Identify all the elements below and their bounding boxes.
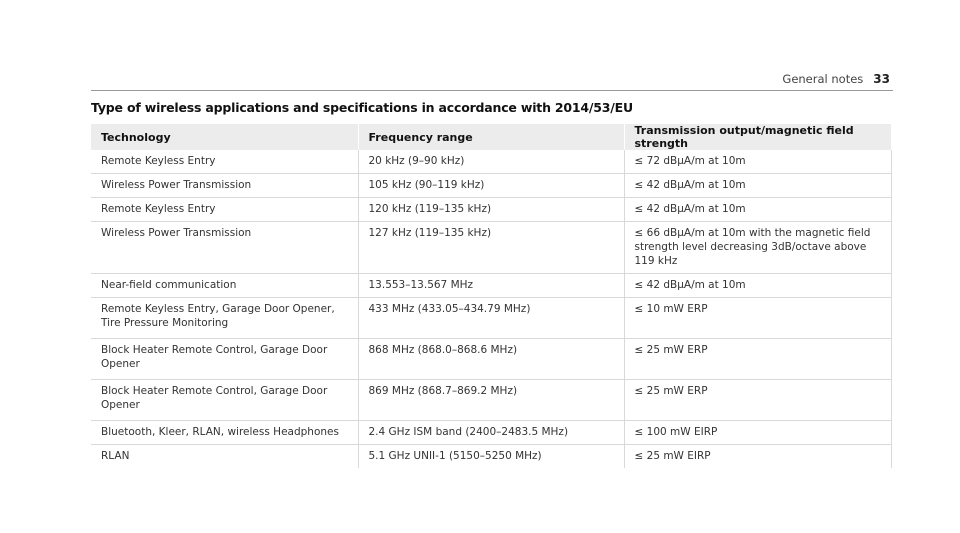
wireless-spec-table xyxy=(91,124,892,468)
cell-technology: Remote Keyless Entry xyxy=(91,198,358,222)
table-row xyxy=(91,198,891,222)
cell-technology: RLAN xyxy=(91,445,358,469)
cell-technology: Block Heater Remote Control, Garage Door Opener xyxy=(91,380,358,421)
cell-technology: Wireless Power Transmission xyxy=(91,222,358,274)
table-header-row xyxy=(91,124,891,150)
page-number: 33 xyxy=(873,72,890,86)
cell-frequency: 20 kHz (9–90 kHz) xyxy=(358,150,624,174)
cell-frequency: 868 MHz (868.0–868.6 MHz) xyxy=(358,339,624,380)
header-divider xyxy=(91,90,893,91)
cell-technology: Remote Keyless Entry xyxy=(91,150,358,174)
table-row xyxy=(91,274,891,298)
column-header-output: Transmission output/magnetic field strength xyxy=(624,124,891,150)
table-row xyxy=(91,421,891,445)
cell-technology: Near-field communication xyxy=(91,274,358,298)
cell-frequency: 869 MHz (868.7–869.2 MHz) xyxy=(358,380,624,421)
table-row xyxy=(91,380,891,421)
running-header xyxy=(782,72,890,86)
cell-output: ≤ 42 dBµA/m at 10m xyxy=(624,198,891,222)
table-row xyxy=(91,222,891,274)
cell-technology: Block Heater Remote Control, Garage Door Opener xyxy=(91,339,358,380)
cell-output: ≤ 100 mW EIRP xyxy=(624,421,891,445)
cell-output: ≤ 25 mW ERP xyxy=(624,339,891,380)
cell-technology: Bluetooth, Kleer, RLAN, wireless Headphones xyxy=(91,421,358,445)
cell-output: ≤ 72 dBµA/m at 10m xyxy=(624,150,891,174)
table-row xyxy=(91,150,891,174)
cell-output: ≤ 66 dBµA/m at 10m with the magnetic field strength level decreasing 3dB/octave above 119 kHz xyxy=(624,222,891,274)
cell-output: ≤ 42 dBµA/m at 10m xyxy=(624,274,891,298)
cell-output: ≤ 42 dBµA/m at 10m xyxy=(624,174,891,198)
cell-frequency: 433 MHz (433.05–434.79 MHz) xyxy=(358,298,624,339)
cell-frequency: 105 kHz (90–119 kHz) xyxy=(358,174,624,198)
column-header-frequency: Frequency range xyxy=(358,124,624,150)
column-header-technology: Technology xyxy=(91,124,358,150)
cell-frequency: 120 kHz (119–135 kHz) xyxy=(358,198,624,222)
table-row xyxy=(91,339,891,380)
cell-output: ≤ 10 mW ERP xyxy=(624,298,891,339)
cell-technology: Wireless Power Transmission xyxy=(91,174,358,198)
cell-frequency: 5.1 GHz UNII-1 (5150–5250 MHz) xyxy=(358,445,624,469)
cell-output: ≤ 25 mW ERP xyxy=(624,380,891,421)
table-row xyxy=(91,174,891,198)
cell-output: ≤ 25 mW EIRP xyxy=(624,445,891,469)
cell-frequency: 127 kHz (119–135 kHz) xyxy=(358,222,624,274)
section-name: General notes xyxy=(782,72,864,86)
table-row xyxy=(91,298,891,339)
cell-technology: Remote Keyless Entry, Garage Door Opener, Tire Pressure Monitoring xyxy=(91,298,358,339)
table-title: Type of wireless applications and specifications in accordance with 2014/53/EU xyxy=(91,100,633,115)
table-row xyxy=(91,445,891,469)
cell-frequency: 13.553–13.567 MHz xyxy=(358,274,624,298)
cell-frequency: 2.4 GHz ISM band (2400–2483.5 MHz) xyxy=(358,421,624,445)
